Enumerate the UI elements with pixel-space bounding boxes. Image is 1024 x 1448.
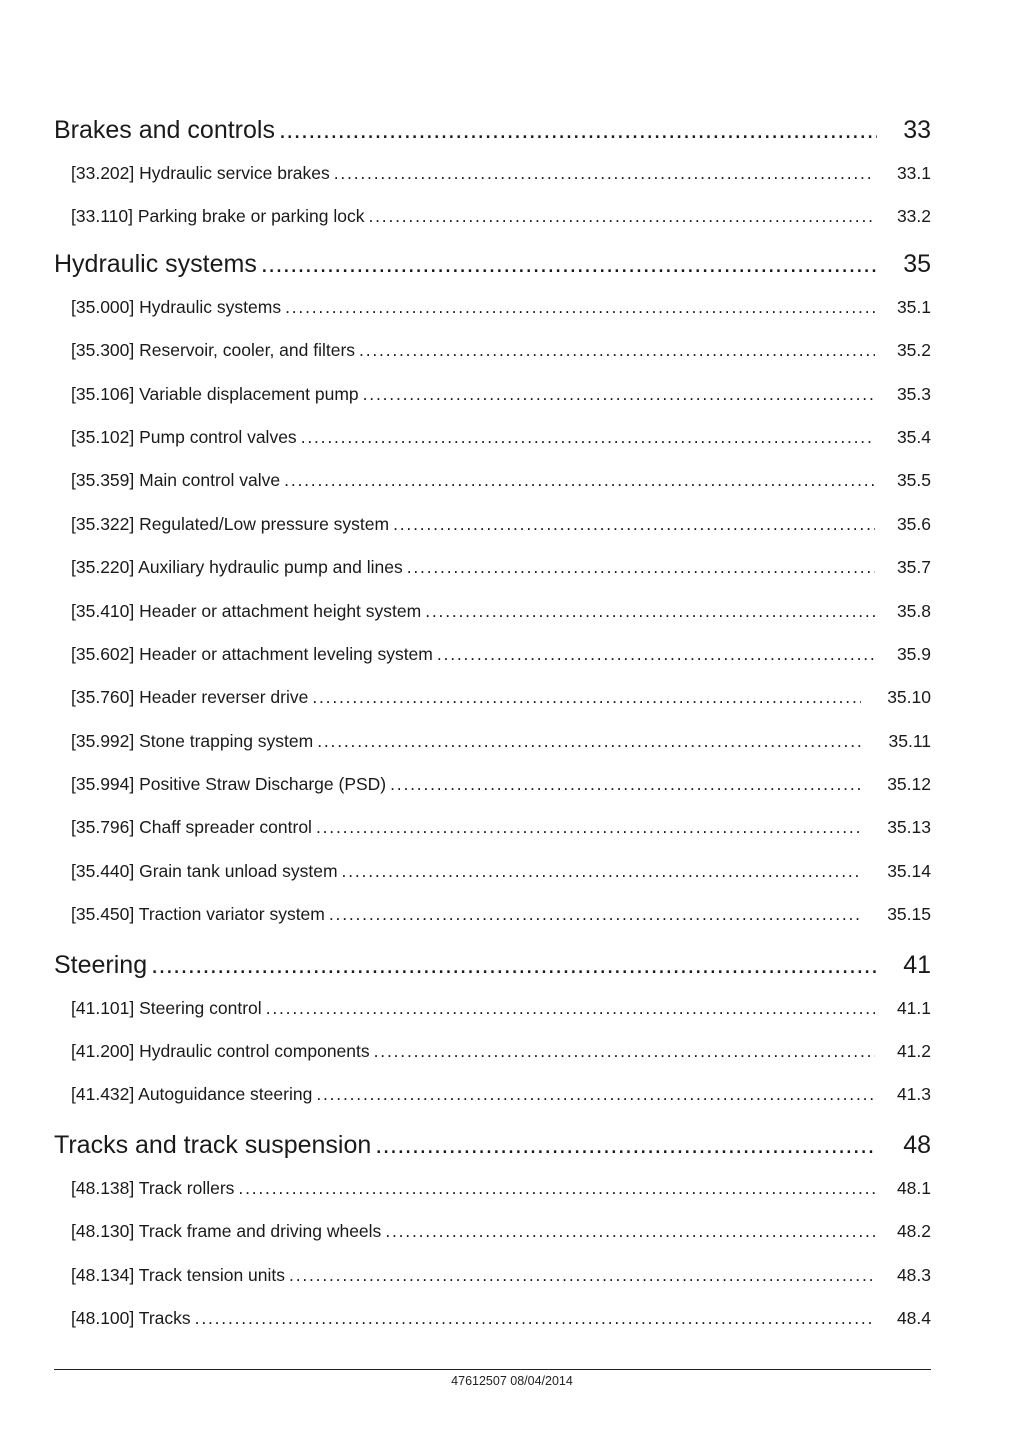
dot-leader (151, 943, 877, 987)
toc-entry[interactable] (54, 1073, 931, 1116)
entry-page-number: 35.13 (887, 817, 931, 838)
entry-page-number: 41.3 (896, 1084, 931, 1105)
section-page-number: 41 (903, 950, 931, 979)
toc-entry[interactable] (54, 546, 931, 589)
dot-leader (195, 1297, 875, 1340)
toc-section-heading[interactable] (54, 943, 931, 987)
entry-page-number: 35.6 (896, 513, 931, 534)
entry-title: [41.200] Hydraulic control components (71, 1041, 370, 1062)
toc-entry[interactable] (54, 503, 931, 546)
dot-leader (385, 1210, 875, 1253)
entry-page-number: 35.4 (896, 426, 931, 447)
toc-entry[interactable] (54, 195, 931, 238)
entry-page-number: 35.2 (896, 340, 931, 361)
table-of-contents (54, 108, 931, 1340)
toc-entry[interactable] (54, 633, 931, 676)
toc-entry[interactable] (54, 676, 931, 719)
entry-title: [41.101] Steering control (71, 997, 262, 1018)
toc-section-48 (54, 1123, 931, 1341)
dot-leader (316, 1073, 875, 1116)
section-title: Steering (54, 950, 148, 979)
dot-leader (342, 850, 861, 893)
toc-entry[interactable] (54, 806, 931, 849)
entry-page-number: 41.1 (896, 997, 931, 1018)
dot-leader (279, 108, 877, 152)
entry-title: [33.202] Hydraulic service brakes (71, 163, 330, 183)
entry-title: [35.602] Header or attachment leveling system (71, 643, 433, 664)
footer-doc-ref: 47612507 08/04/2014 (451, 1374, 573, 1388)
entry-title: [35.359] Main control valve (71, 470, 281, 491)
toc-entry[interactable] (54, 1030, 931, 1073)
entry-title: [48.134] Track tension units (71, 1264, 286, 1285)
dot-leader (390, 763, 861, 806)
entry-title: [48.138] Track rollers (71, 1177, 235, 1198)
dot-leader (312, 676, 861, 719)
toc-entry[interactable] (54, 373, 931, 416)
dot-leader (425, 590, 875, 633)
entry-title: [35.410] Header or attachment height system (71, 600, 422, 621)
dot-leader (363, 373, 875, 416)
dot-leader (329, 893, 861, 936)
entry-page-number: 35.7 (896, 557, 931, 578)
toc-section-35 (54, 242, 931, 937)
dot-leader (285, 286, 875, 329)
section-title: Tracks and track suspension (54, 1130, 372, 1159)
toc-entry[interactable] (54, 416, 931, 459)
toc-entry[interactable] (54, 763, 931, 806)
toc-entry[interactable] (54, 1297, 931, 1340)
entry-page-number: 33.1 (896, 163, 931, 183)
toc-section-41 (54, 943, 931, 1117)
entry-page-number: 35.14 (887, 860, 931, 881)
dot-leader (437, 633, 875, 676)
toc-entry[interactable] (54, 1254, 931, 1297)
dot-leader (266, 987, 875, 1030)
entry-title: [48.130] Track frame and driving wheels (71, 1221, 382, 1242)
entry-title: [35.000] Hydraulic systems (71, 296, 282, 317)
dot-leader (407, 546, 875, 589)
entry-page-number: 48.3 (896, 1264, 931, 1285)
toc-entry[interactable] (54, 1210, 931, 1253)
entry-title: [35.102] Pump control valves (71, 426, 297, 447)
entry-title: [35.450] Traction variator system (71, 904, 325, 925)
dot-leader (334, 152, 875, 195)
toc-entry[interactable] (54, 893, 931, 936)
toc-entry[interactable] (54, 459, 931, 502)
dot-leader (289, 1254, 875, 1297)
entry-page-number: 35.10 (887, 687, 931, 708)
toc-entry[interactable] (54, 590, 931, 633)
toc-section-heading[interactable] (54, 1123, 931, 1167)
toc-entry[interactable] (54, 1167, 931, 1210)
toc-entry[interactable] (54, 329, 931, 372)
dot-leader (284, 459, 875, 502)
dot-leader (317, 720, 861, 763)
entry-page-number: 35.9 (896, 643, 931, 664)
toc-entry[interactable] (54, 152, 931, 195)
dot-leader (374, 1030, 875, 1073)
section-page-number: 48 (903, 1130, 931, 1159)
dot-leader (393, 503, 875, 546)
entry-page-number: 35.5 (896, 470, 931, 491)
dot-leader (238, 1167, 875, 1210)
entry-page-number: 35.11 (888, 730, 931, 751)
toc-section-33 (54, 108, 931, 239)
toc-section-heading[interactable] (54, 108, 931, 152)
toc-entry[interactable] (54, 987, 931, 1030)
entry-page-number: 35.12 (887, 774, 931, 795)
dot-leader (368, 195, 875, 238)
entry-page-number: 35.8 (896, 600, 931, 621)
entry-page-number: 41.2 (896, 1041, 931, 1062)
dot-leader (301, 416, 875, 459)
section-page-number: 35 (903, 249, 931, 278)
entry-title: [35.992] Stone trapping system (71, 730, 314, 751)
entry-title: [41.432] Autoguidance steering (71, 1084, 313, 1105)
section-page-number: 33 (903, 116, 931, 144)
dot-leader (261, 242, 877, 286)
footer-divider (54, 1369, 931, 1370)
entry-page-number: 35.1 (896, 296, 931, 317)
entry-page-number: 48.1 (896, 1177, 931, 1198)
entry-title: [48.100] Tracks (71, 1307, 191, 1328)
section-title: Hydraulic systems (54, 249, 257, 278)
entry-page-number: 35.15 (887, 904, 931, 925)
dot-leader (316, 806, 861, 849)
entry-page-number: 33.2 (896, 206, 931, 227)
entry-page-number: 35.3 (896, 383, 931, 404)
entry-title: [35.796] Chaff spreader control (71, 817, 312, 838)
toc-entry[interactable] (54, 850, 931, 893)
section-title: Brakes and controls (54, 116, 275, 144)
entry-title: [35.760] Header reverser drive (71, 687, 309, 708)
entry-title: [33.110] Parking brake or parking lock (71, 206, 365, 227)
dot-leader (359, 329, 875, 372)
entry-title: [35.300] Reservoir, cooler, and filters (71, 340, 356, 361)
entry-title: [35.322] Regulated/Low pressure system (71, 513, 390, 534)
toc-section-heading[interactable] (54, 242, 931, 286)
dot-leader (375, 1123, 877, 1167)
toc-entry[interactable] (54, 286, 931, 329)
entry-title: [35.440] Grain tank unload system (71, 860, 338, 881)
entry-page-number: 48.4 (896, 1307, 931, 1328)
entry-title: [35.994] Positive Straw Discharge (PSD) (71, 774, 387, 795)
toc-entry[interactable] (54, 720, 931, 763)
entry-title: [35.220] Auxiliary hydraulic pump and lines (71, 557, 403, 578)
entry-page-number: 48.2 (896, 1221, 931, 1242)
entry-title: [35.106] Variable displacement pump (71, 383, 359, 404)
